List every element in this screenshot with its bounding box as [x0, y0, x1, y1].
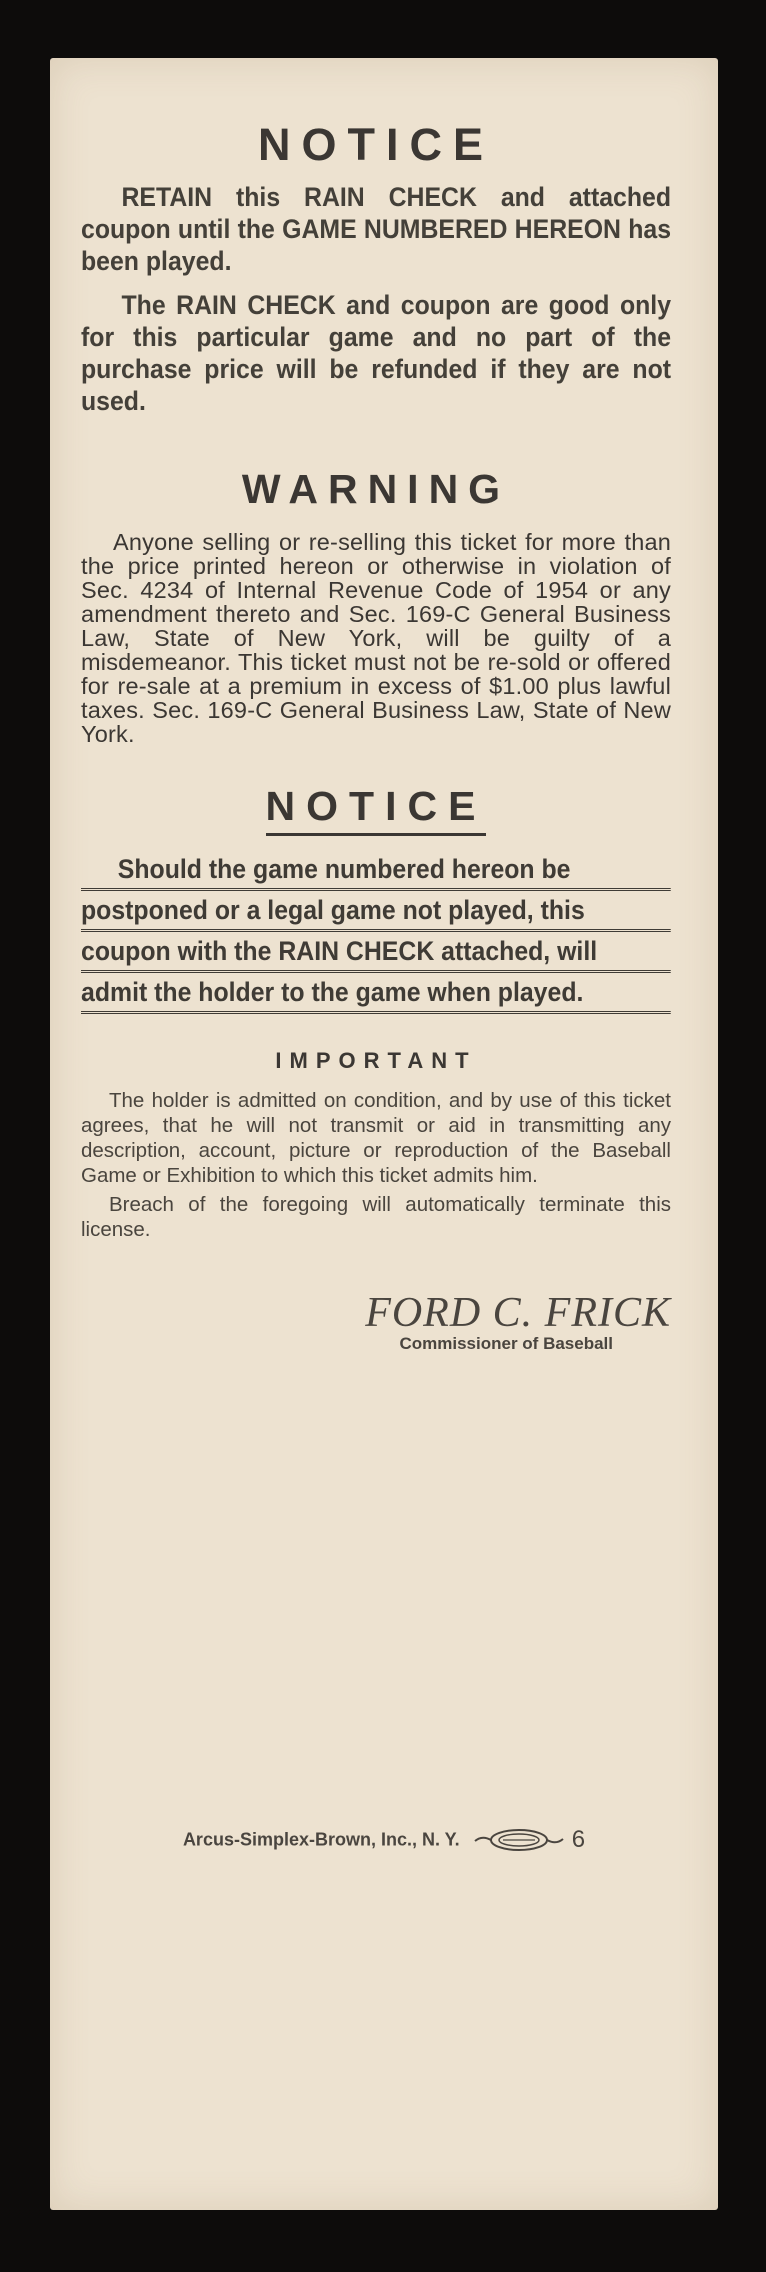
important-heading: IMPORTANT: [275, 1048, 477, 1073]
rain-check-ticket: [50, 58, 718, 2210]
notice-line: coupon with the RAIN CHECK attached, will: [81, 932, 671, 973]
notice-heading-underlined: NOTICE: [266, 786, 487, 836]
warning-paragraph: Anyone selling or re-selling this ticket for more than the price printed hereon or otherwise in violation of Sec. 4234 of Internal Revenue Code of 1954 or any amendment thereto and Sec. 169-C General Business Law, State of New York, will be guilty of a misdemeanor. This ticket must not be re-sold or offered for re-sale at a premium in excess of $1.00 plus lawful taxes. Sec. 169-C General Business Law, State of New York.: [81, 529, 671, 747]
refund-notice-paragraph: The RAIN CHECK and coupon are good only for this particular game and no part of the purchase price will be refunded if they are not used.: [81, 290, 672, 416]
union-label-icon: [473, 1827, 565, 1853]
notice-heading: NOTICE: [257, 119, 494, 170]
printer-credit: [50, 1826, 718, 1854]
license-termination-paragraph: Breach of the foregoing will automatically terminate this license.: [81, 1193, 671, 1241]
signature-title: Commissioner of Baseball: [399, 1334, 613, 1353]
notice-line: admit the holder to the game when played.: [81, 973, 671, 1014]
printer-number: 6: [571, 1826, 586, 1853]
notice-line: Should the game numbered hereon be: [81, 850, 671, 891]
notice-line: postponed or a legal game not played, this: [81, 891, 671, 932]
printer-name: Arcus-Simplex-Brown, Inc., N. Y.: [182, 1829, 460, 1850]
signature-name: FORD C. FRICK: [365, 1290, 671, 1336]
warning-heading: WARNING: [241, 466, 511, 512]
broadcast-condition-paragraph: The holder is admitted on condition, and by use of this ticket agrees, that he will not transmit or aid in transmitting any description, account, picture or reproduction of the Baseball Game or Exhibition to which this ticket admits him.: [81, 1089, 671, 1187]
ticket-content: [81, 119, 672, 1354]
retain-notice-paragraph: RETAIN this RAIN CHECK and attached coupon until the GAME NUMBERED HEREON has been played.: [81, 182, 672, 276]
postponed-game-notice: [81, 850, 671, 1014]
